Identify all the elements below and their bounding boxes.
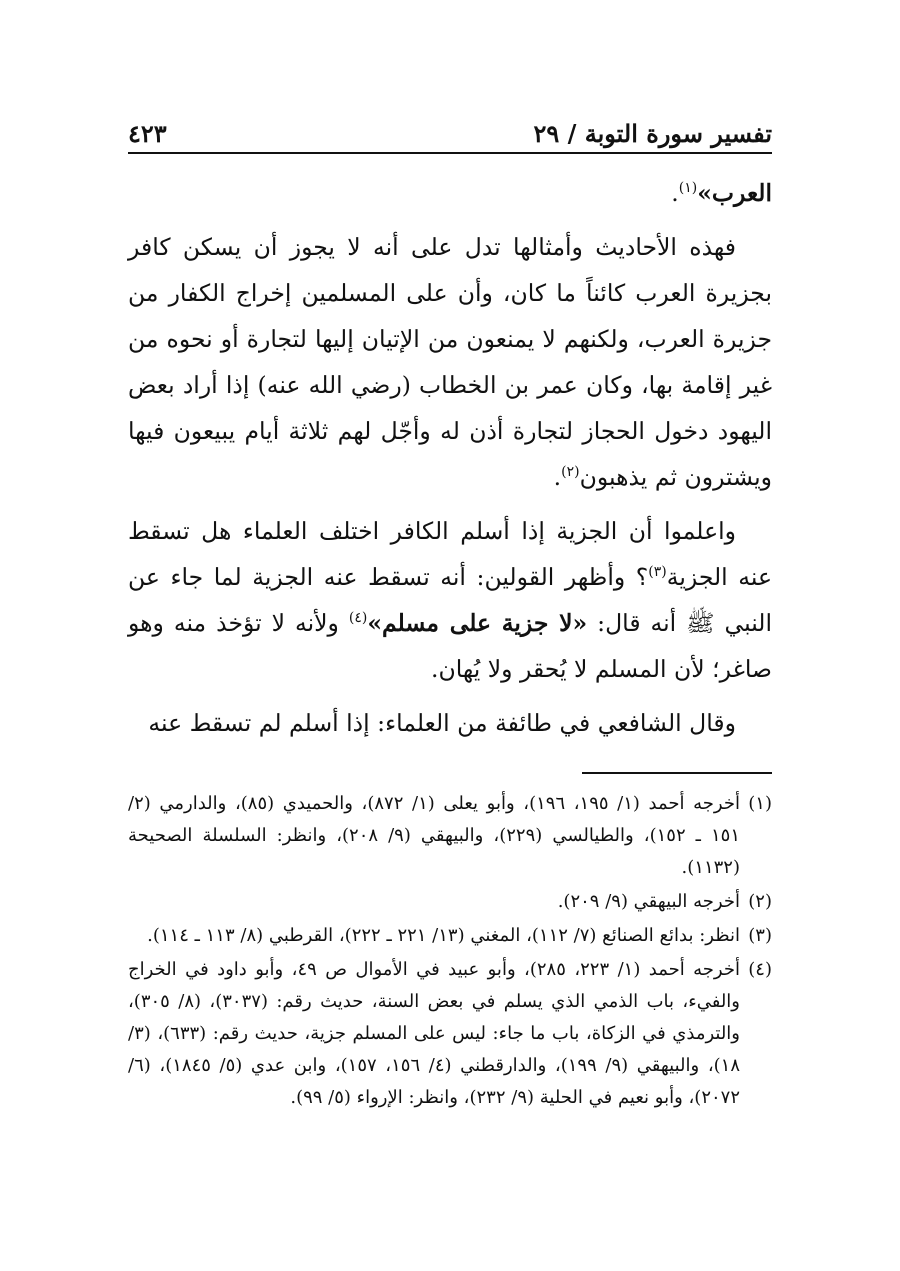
hadith-quote: «لا جزية على مسلم» [367, 609, 588, 637]
paragraph-0 [128, 170, 772, 216]
footnote [128, 920, 772, 952]
footnote-number: (١) [748, 793, 772, 814]
paragraph-1 [128, 224, 772, 500]
paragraph-2-text-b: ؟ وأظهر القولين: أنه تسقط عنه الجزية لما جاء عن النبي ﷺ أنه قال: [128, 563, 772, 637]
paragraph-2-text-c: ولأنه لا تؤخذ منه وهو صاغر؛ لأن المسلم لا يُحقر ولا يُهان. [128, 609, 772, 683]
quote-end: العرب» [697, 179, 772, 207]
page-number: ٤٢٣ [128, 119, 167, 148]
footnote [128, 788, 772, 884]
footnote-number: (٣) [748, 925, 772, 946]
paragraph-3-text: وقال الشافعي في طائفة من العلماء: إذا أسلم لم تسقط عنه [148, 709, 736, 737]
paragraph-1-text: فهذه الأحاديث وأمثالها تدل على أنه لا يجوز أن يسكن كافر بجزيرة العرب كائناً ما كان، وأن على المسلمين إخراج الكفار من جزيرة العرب، ولكنهم لا يمنعون من الإتيان إليها لتجارة أو نحوه من غير إقامة بها، وكان عمر بن الخطاب (رضي الله عنه) إذا أراد بعض اليهود دخول الحجاز لتجارة أذن له وأجّل لهم ثلاثة أيام يبيعون فيها ويشترون ثم يذهبون [128, 233, 772, 491]
main-text [128, 170, 772, 746]
header-rule [128, 152, 772, 154]
period: . [553, 463, 562, 491]
book-page [128, 108, 772, 1116]
footnote [128, 954, 772, 1114]
paragraph-3 [128, 700, 772, 746]
footnote [128, 886, 772, 918]
running-header [128, 108, 772, 152]
header-title: تفسير سورة التوبة / ٢٩ [533, 119, 772, 148]
footnote-separator [582, 772, 772, 774]
footnotes [128, 788, 772, 1114]
footnote-number: (٢) [748, 891, 772, 912]
footnote-number: (٤) [748, 959, 772, 980]
footnote-text: أخرجه البيهقي (٩/ ٢٠٩). [557, 891, 740, 912]
footnote-text: أخرجه أحمد (١/ ٢٢٣، ٢٨٥)، وأبو عبيد في الأموال ص ٤٩، وأبو داود في الخراج والفيء، باب الذمي الذي يسلم في بعض السنة، حديث رقم: (٣٠٣٧)، (٨/ ٣٠٥)، والترمذي في الزكاة، باب ما جاء: ليس على المسلم جزية، حديث رقم: (٦٣٣)، (٣/ ١٨)، والبيهقي (٩/ ١٩٩)، والدارقطني (٤/ ١٥٦، ١٥٧)، وابن عدي (٥/ ١٨٤٥)، (٦/ ٢٠٧٢)، وأبو نعيم في الحلية (٩/ ٢٣٢)، وانظر: الإرواء (٥/ ٩٩). [128, 959, 741, 1108]
footnote-text: انظر: بدائع الصنائع (٧/ ١١٢)، المغني (١٣/ ٢٢١ ـ ٢٢٢)، القرطبي (٨/ ١١٣ ـ ١١٤). [147, 925, 740, 946]
footnote-ref-4[interactable]: (٤) [348, 610, 368, 627]
footnote-ref-3[interactable]: (٣) [648, 564, 667, 581]
paragraph-2 [128, 508, 772, 692]
paragraph-2-text-a: واعلموا أن الجزية إذا أسلم الكافر اختلف العلماء هل تسقط عنه الجزية [128, 517, 772, 591]
footnote-text: أخرجه أحمد (١/ ١٩٥، ١٩٦)، وأبو يعلى (١/ ٨٧٢)، والحميدي (٨٥)، والدارمي (٢/ ١٥١ ـ ١٥٢)، والطيالسي (٢٢٩)، والبيهقي (٩/ ٢٠٨)، وانظر: السلسلة الصحيحة (١١٣٢). [128, 793, 741, 878]
period: . [671, 179, 679, 207]
footnote-ref-1[interactable]: (١) [678, 180, 698, 197]
footnote-ref-2[interactable]: (٢) [561, 464, 580, 481]
